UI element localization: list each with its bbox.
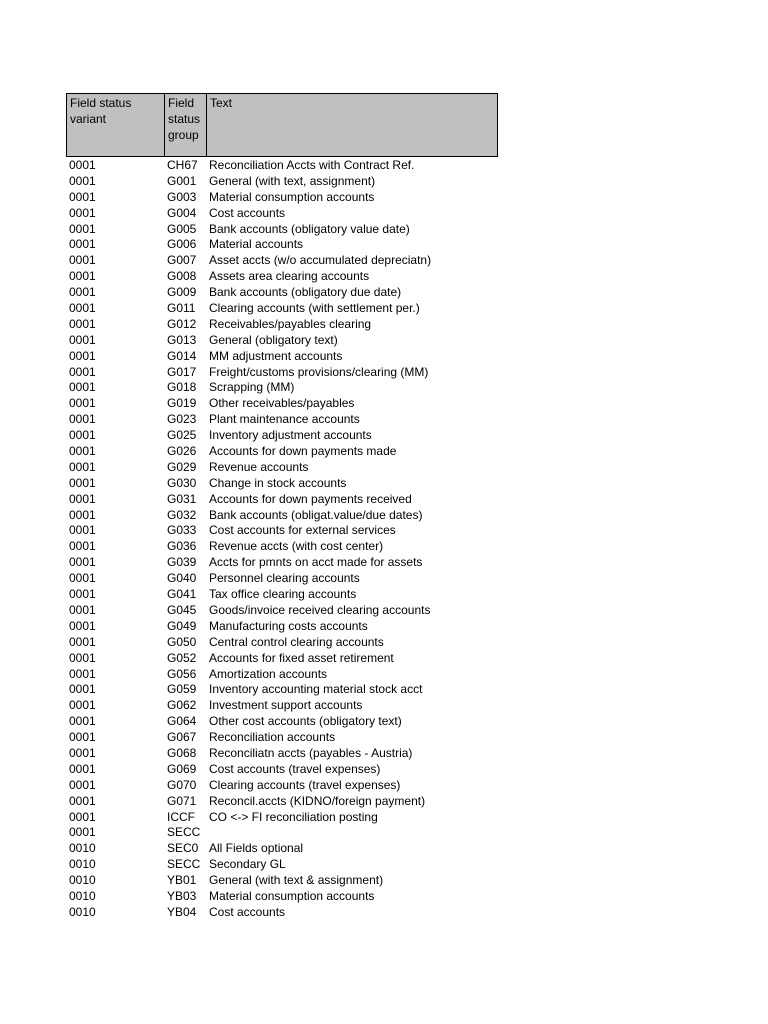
table-row [66, 476, 498, 492]
cell-group: G017 [167, 364, 197, 379]
table-row [66, 380, 498, 396]
cell-group: G003 [167, 189, 197, 204]
table-row [66, 714, 498, 730]
table-row [66, 603, 498, 619]
cell-group: G032 [167, 507, 197, 522]
cell-group: CH67 [167, 158, 198, 172]
cell-text: Central control clearing accounts [209, 634, 384, 649]
cell-variant: 0001 [69, 189, 96, 204]
table-row [66, 237, 498, 253]
cell-variant: 0001 [69, 158, 96, 172]
cell-group: G041 [167, 587, 197, 602]
cell-group: G052 [167, 650, 197, 665]
header-text: Text [210, 96, 233, 110]
cell-text: Clearing accounts (travel expenses) [209, 777, 401, 792]
cell-group: SECC [167, 825, 201, 840]
table-row [66, 269, 498, 285]
table-row [66, 444, 498, 460]
cell-text: Amortization accounts [209, 666, 328, 681]
table-row [66, 746, 498, 762]
cell-group: G050 [167, 634, 197, 649]
cell-group: G014 [167, 348, 197, 363]
cell-variant: 0010 [69, 904, 96, 919]
cell-group: G029 [167, 459, 197, 474]
cell-group: G013 [167, 332, 197, 347]
cell-text: Investment support accounts [209, 698, 363, 713]
cell-text: Accts for pmnts on acct made for assets [209, 555, 423, 570]
cell-group: YB03 [167, 888, 197, 903]
table-row [66, 667, 498, 683]
table-row [66, 365, 498, 381]
cell-text: General (with text & assignment) [209, 873, 384, 888]
cell-text: Reconciliatn accts (payables - Austria) [209, 745, 413, 760]
cell-variant: 0001 [69, 221, 96, 236]
cell-text: Reconciliation accounts [209, 730, 336, 745]
cell-text: Inventory adjustment accounts [209, 428, 372, 443]
table-row [66, 762, 498, 778]
cell-group: G011 [167, 301, 196, 316]
cell-text: Bank accounts (obligat.value/due dates) [209, 507, 423, 522]
cell-text: MM adjustment accounts [209, 348, 343, 363]
table-row [66, 698, 498, 714]
cell-text: Revenue accts (with cost center) [209, 539, 384, 554]
table-row [66, 317, 498, 333]
cell-group: G012 [167, 316, 197, 331]
cell-group: G008 [167, 269, 197, 284]
cell-group: G019 [167, 396, 197, 411]
cell-text: CO <-> FI reconciliation posting [209, 809, 378, 824]
cell-text: Asset accts (w/o accumulated depreciatn) [209, 253, 432, 268]
cell-group: G031 [167, 491, 197, 506]
cell-variant: 0001 [69, 396, 96, 411]
cell-variant: 0010 [69, 841, 96, 856]
cell-group: G030 [167, 475, 197, 490]
cell-group: G007 [167, 253, 197, 268]
table-row [66, 349, 498, 365]
table-row [66, 635, 498, 651]
cell-text: General (with text, assignment) [209, 173, 376, 188]
cell-variant: 0001 [69, 571, 96, 586]
cell-variant: 0001 [69, 809, 96, 824]
table-body [66, 158, 498, 921]
cell-group: SECC [167, 857, 201, 872]
cell-group: G006 [167, 237, 197, 252]
cell-variant: 0001 [69, 555, 96, 570]
cell-text: Bank accounts (obligatory due date) [209, 285, 402, 300]
table-row [66, 619, 498, 635]
cell-text [208, 825, 498, 841]
cell-variant: 0001 [69, 714, 96, 729]
cell-variant: 0001 [69, 173, 96, 188]
cell-text: Clearing accounts (with settlement per.) [209, 301, 420, 316]
cell-group: ICCF [167, 809, 195, 824]
cell-group: G068 [167, 745, 197, 760]
cell-group: G067 [167, 730, 197, 745]
cell-group: G023 [167, 412, 197, 427]
table-row [66, 841, 498, 857]
cell-text: Material consumption accounts [209, 189, 375, 204]
cell-variant: 0010 [69, 857, 96, 872]
table-row [66, 794, 498, 810]
cell-text: Cost accounts [209, 904, 286, 919]
cell-variant: 0001 [69, 825, 96, 840]
cell-variant: 0001 [69, 761, 96, 776]
cell-variant: 0001 [69, 412, 96, 427]
cell-variant: 0001 [69, 491, 96, 506]
table-row [66, 301, 498, 317]
table-row [66, 682, 498, 698]
cell-group: G005 [167, 221, 197, 236]
cell-text: Material accounts [209, 237, 304, 252]
cell-group: YB01 [167, 873, 197, 888]
cell-text: Material consumption accounts [209, 888, 375, 903]
cell-text: Cost accounts [209, 205, 286, 220]
cell-text: Goods/invoice received clearing accounts [209, 602, 431, 617]
cell-text: Cost accounts (travel expenses) [209, 761, 381, 776]
cell-group: G045 [167, 602, 197, 617]
table-row [66, 587, 498, 603]
cell-variant: 0001 [69, 301, 96, 316]
cell-text: Personnel clearing accounts [209, 571, 360, 586]
cell-group: G071 [167, 793, 197, 808]
cell-text: Accounts for fixed asset retirement [209, 650, 394, 665]
cell-text: Revenue accounts [209, 459, 309, 474]
field-status-table [66, 93, 498, 921]
cell-text: General (obligatory text) [209, 332, 338, 347]
cell-variant: 0001 [69, 364, 96, 379]
cell-text: Cost accounts for external services [209, 523, 396, 538]
cell-group: SEC0 [167, 841, 199, 856]
cell-group: G049 [167, 618, 197, 633]
cell-text: Accounts for down payments received [209, 491, 412, 506]
cell-group: G062 [167, 698, 197, 713]
cell-variant: 0001 [69, 602, 96, 617]
cell-text: Other receivables/payables [209, 396, 355, 411]
cell-text: Other cost accounts (obligatory text) [209, 714, 402, 729]
table-row [66, 730, 498, 746]
cell-variant: 0001 [69, 523, 96, 538]
cell-variant: 0001 [69, 237, 96, 252]
table-row [66, 810, 498, 826]
table-row [66, 460, 498, 476]
table-row [66, 905, 498, 921]
cell-text: Reconcil.accts (KIDNO/foreign payment) [209, 793, 426, 808]
cell-text: Receivables/payables clearing [209, 316, 372, 331]
cell-variant: 0010 [69, 873, 96, 888]
cell-variant: 0001 [69, 316, 96, 331]
cell-group: G004 [167, 205, 197, 220]
table-row [66, 222, 498, 238]
cell-variant: 0001 [69, 428, 96, 443]
cell-text: Accounts for down payments made [209, 444, 397, 459]
cell-text: Manufacturing costs accounts [209, 618, 368, 633]
cell-text: Freight/customs provisions/clearing (MM) [209, 364, 429, 379]
cell-variant: 0001 [69, 475, 96, 490]
table-row [66, 492, 498, 508]
table-row [66, 778, 498, 794]
cell-group: G059 [167, 682, 197, 697]
cell-variant: 0010 [69, 888, 96, 903]
table-row [66, 158, 498, 174]
cell-group: G009 [167, 285, 197, 300]
cell-text: Change in stock accounts [209, 475, 347, 490]
table-row [66, 651, 498, 667]
table-row [66, 555, 498, 571]
cell-variant: 0001 [69, 348, 96, 363]
cell-group: G018 [167, 380, 197, 395]
table-row [66, 857, 498, 873]
cell-variant: 0001 [69, 332, 96, 347]
cell-group: G070 [167, 777, 197, 792]
cell-variant: 0001 [69, 539, 96, 554]
table-row [66, 889, 498, 905]
cell-group: G040 [167, 571, 197, 586]
cell-variant: 0001 [69, 459, 96, 474]
cell-variant: 0001 [69, 634, 96, 649]
cell-variant: 0001 [69, 269, 96, 284]
cell-variant: 0001 [69, 650, 96, 665]
cell-group: G026 [167, 444, 197, 459]
cell-group: G036 [167, 539, 197, 554]
cell-text: Scrapping (MM) [209, 380, 295, 395]
cell-text: Bank accounts (obligatory value date) [209, 221, 410, 236]
cell-group: G033 [167, 523, 197, 538]
cell-variant: 0001 [69, 507, 96, 522]
cell-variant: 0001 [69, 380, 96, 395]
cell-group: G069 [167, 761, 197, 776]
table-row [66, 825, 498, 841]
cell-text: Inventory accounting material stock acct [209, 682, 423, 697]
cell-variant: 0001 [69, 666, 96, 681]
table-row [66, 539, 498, 555]
cell-group: G064 [167, 714, 197, 729]
cell-group: G001 [167, 173, 197, 188]
table-row [66, 508, 498, 524]
cell-text: Tax office clearing accounts [209, 587, 357, 602]
cell-text: Assets area clearing accounts [209, 269, 370, 284]
table-row [66, 333, 498, 349]
table-row [66, 396, 498, 412]
cell-group: G025 [167, 428, 197, 443]
cell-variant: 0001 [69, 730, 96, 745]
cell-variant: 0001 [69, 698, 96, 713]
cell-group: G039 [167, 555, 197, 570]
table-row [66, 523, 498, 539]
cell-group: G056 [167, 666, 197, 681]
table-row [66, 253, 498, 269]
cell-variant: 0001 [69, 682, 96, 697]
table-header [66, 93, 498, 157]
cell-text: Plant maintenance accounts [209, 412, 360, 427]
table-row [66, 174, 498, 190]
cell-text: Secondary GL [209, 857, 286, 872]
cell-variant: 0001 [69, 205, 96, 220]
table-row [66, 873, 498, 889]
cell-variant: 0001 [69, 285, 96, 300]
cell-variant: 0001 [69, 745, 96, 760]
cell-variant: 0001 [69, 618, 96, 633]
table-row [66, 571, 498, 587]
cell-group: YB04 [167, 904, 197, 919]
table-row [66, 190, 498, 206]
cell-variant: 0001 [69, 253, 96, 268]
cell-variant: 0001 [69, 444, 96, 459]
header-field-status-variant: Field status variant [67, 94, 165, 156]
table-row [66, 206, 498, 222]
cell-text: All Fields optional [209, 841, 304, 856]
table-row [66, 412, 498, 428]
header-field-status-group: Field status group [165, 94, 207, 156]
table-row [66, 285, 498, 301]
cell-variant: 0001 [69, 777, 96, 792]
cell-text: Reconciliation Accts with Contract Ref. [209, 158, 415, 172]
cell-variant: 0001 [69, 587, 96, 602]
cell-variant: 0001 [69, 793, 96, 808]
table-row [66, 428, 498, 444]
